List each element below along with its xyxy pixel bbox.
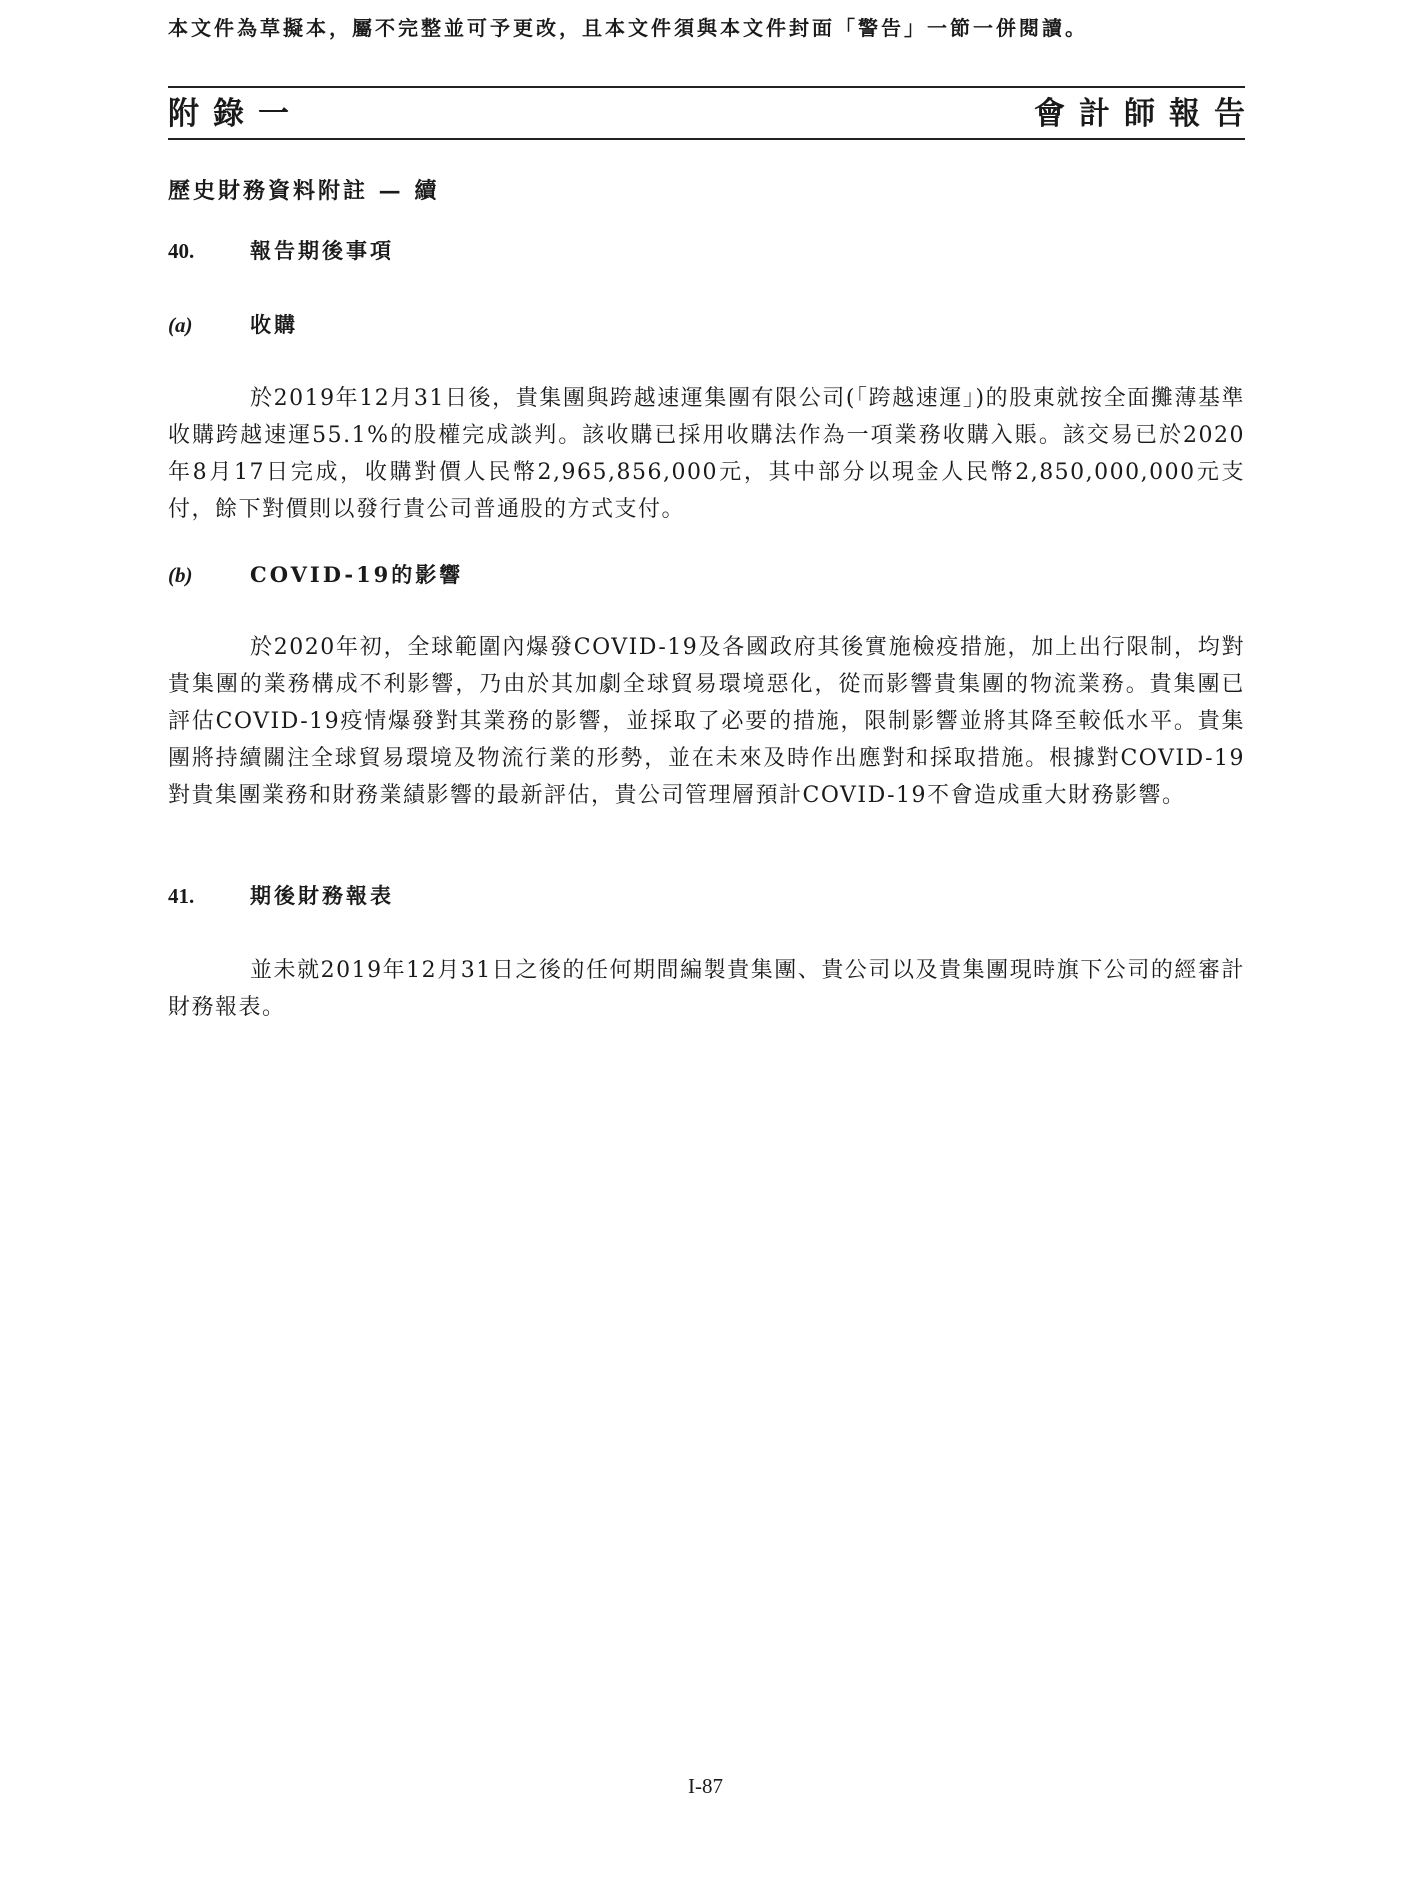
note-40b-body: 於2020年初，全球範圍內爆發COVID-19及各國政府其後實施檢疫措施，加上出行限制，均對貴集團的業務構成不利影響，乃由於其加劇全球貿易環境惡化，從而影響貴集團的物流業務。貴集團已評估COVID-19疫情爆發對其業務的影響，並採取了必要的措施，限制影響並將其降至較低水平。貴集團將持續關注全球貿易環境及物流行業的形勢，並在未來及時作出應對和採取措施。根據對COVID-19對貴集團業務和財務業績影響的最新評估，貴公司管理層預計COVID-19不會造成重大財務影響。: [168, 635, 1245, 808]
note-40a-body: 於2019年12月31日後，貴集團與跨越速運集團有限公司(「跨越速運」)的股東就按全面攤薄基準收購跨越速運55.1%的股權完成談判。該收購已採用收購法作為一項業務收購入賬。該交易已於2020年8月17日完成，收購對價人民幣2,965,856,000元，其中部分以現金人民幣2,850,000,000元支付，餘下對價則以發行貴公司普通股的方式支付。: [168, 386, 1245, 522]
appendix-label: 附錄一: [168, 96, 303, 132]
note-40a-heading: [168, 310, 298, 340]
note-41-heading: [168, 881, 394, 911]
note-41-body: 並未就2019年12月31日之後的任何期間編製貴集團、貴公司以及貴集團現時旗下公司的經審計財務報表。: [168, 958, 1245, 1020]
draft-disclaimer: 本文件為草擬本，屬不完整並可予更改，且本文件須與本文件封面「警告」一節一併閱讀。: [168, 16, 1088, 40]
header-bottom-rule: [168, 138, 1245, 140]
page-number: I-87: [688, 1774, 723, 1798]
header-top-rule: [168, 86, 1245, 88]
note-41-title: 期後財務報表: [250, 883, 394, 908]
note-41-number: 41.: [168, 884, 195, 908]
note-40b-title: COVID-19的影響: [250, 562, 464, 587]
note-40b-label: (b): [168, 563, 193, 587]
report-title: 會計師報告: [1034, 96, 1259, 132]
note-40a-title: 收購: [250, 312, 298, 337]
note-40-number: 40.: [168, 239, 195, 263]
note-40b-heading: [168, 560, 463, 590]
note-40-title: 報告期後事項: [250, 238, 394, 263]
note-40a-label: (a): [168, 313, 193, 337]
note-40-heading: [168, 236, 394, 266]
section-title: 歷史財務資料附註 — 續: [168, 178, 440, 204]
